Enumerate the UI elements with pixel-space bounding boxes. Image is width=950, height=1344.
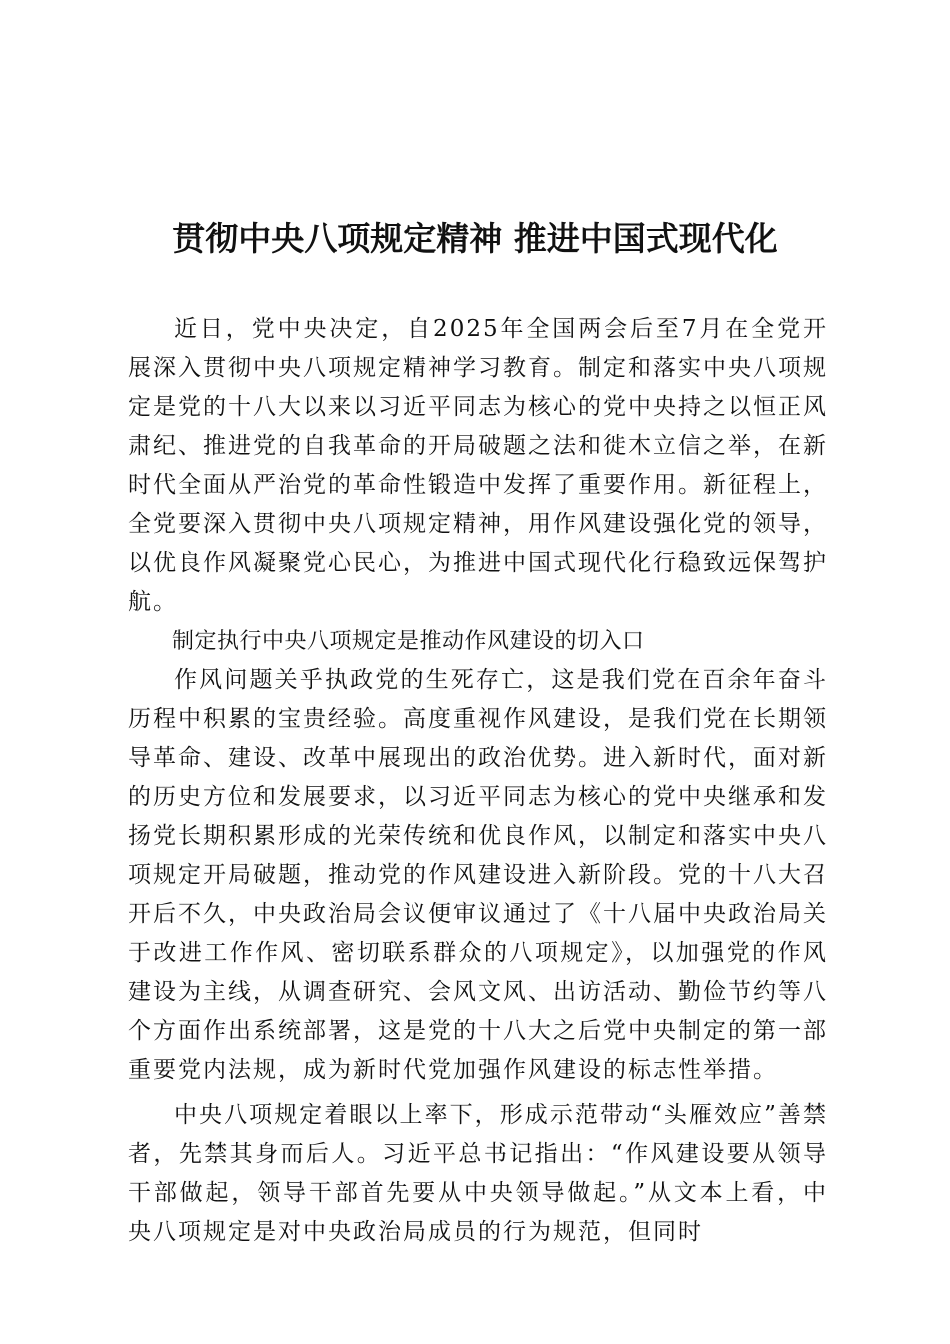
body-paragraph: 作风问题关乎执政党的生死存亡，这是我们党在百余年奋斗历程中积累的宝贵经验。高度重视作风建设，是我们党在长期领导革命、建设、改革中展现出的政治优势。进入新时代，面对新的历史方位和发展要求，以习近平同志为核心的党中央继承和发扬党长期积累形成的光荣传统和优良作风，以制定和落实中央八项规定开局破题，推动党的作风建设进入新阶段。党的十八大召开后不久，中央政治局会议便审议通过了《十八届中央政治局关于改进工作作风、密切联系群众的八项规定》，以加强党的作风建设为主线，从调查研究、会风文风、出访活动、勤俭节约等八个方面作出系统部署，这是党的十八大之后党中央制定的第一部重要党内法规，成为新时代党加强作风建设的标志性举措。 [128,667,828,1083]
section-heading: 制定执行中央八项规定是推动作风建设的切入口 [172,629,645,654]
document-title: 贯彻中央八项规定精神 推进中国式现代化 [172,219,778,258]
intro-paragraph: 近日，党中央决定，自2025年全国两会后至7月在全党开展深入贯彻中央八项规定精神学习教育。制定和落实中央八项规定是党的十八大以来以习近平同志为核心的党中央持之以恒正风肃纪、推进党的自我革命的开局破题之法和徙木立信之举，在新时代全面从严治党的革命性锻造中发挥了重要作用。新征程上，全党要深入贯彻中央八项规定精神，用作风建设强化党的领导，以优良作风凝聚党心民心，为推进中国式现代化行稳致远保驾护航。 [128,316,828,615]
document-body [128,310,828,1252]
body-paragraph: 中央八项规定着眼以上率下，形成示范带动“头雁效应”善禁者，先禁其身而后人。习近平总书记指出：“作风建设要从领导干部做起，领导干部首先要从中央领导做起。”从文本上看，中央八项规定是对中央政治局成员的行为规范，但同时 [128,1102,828,1245]
